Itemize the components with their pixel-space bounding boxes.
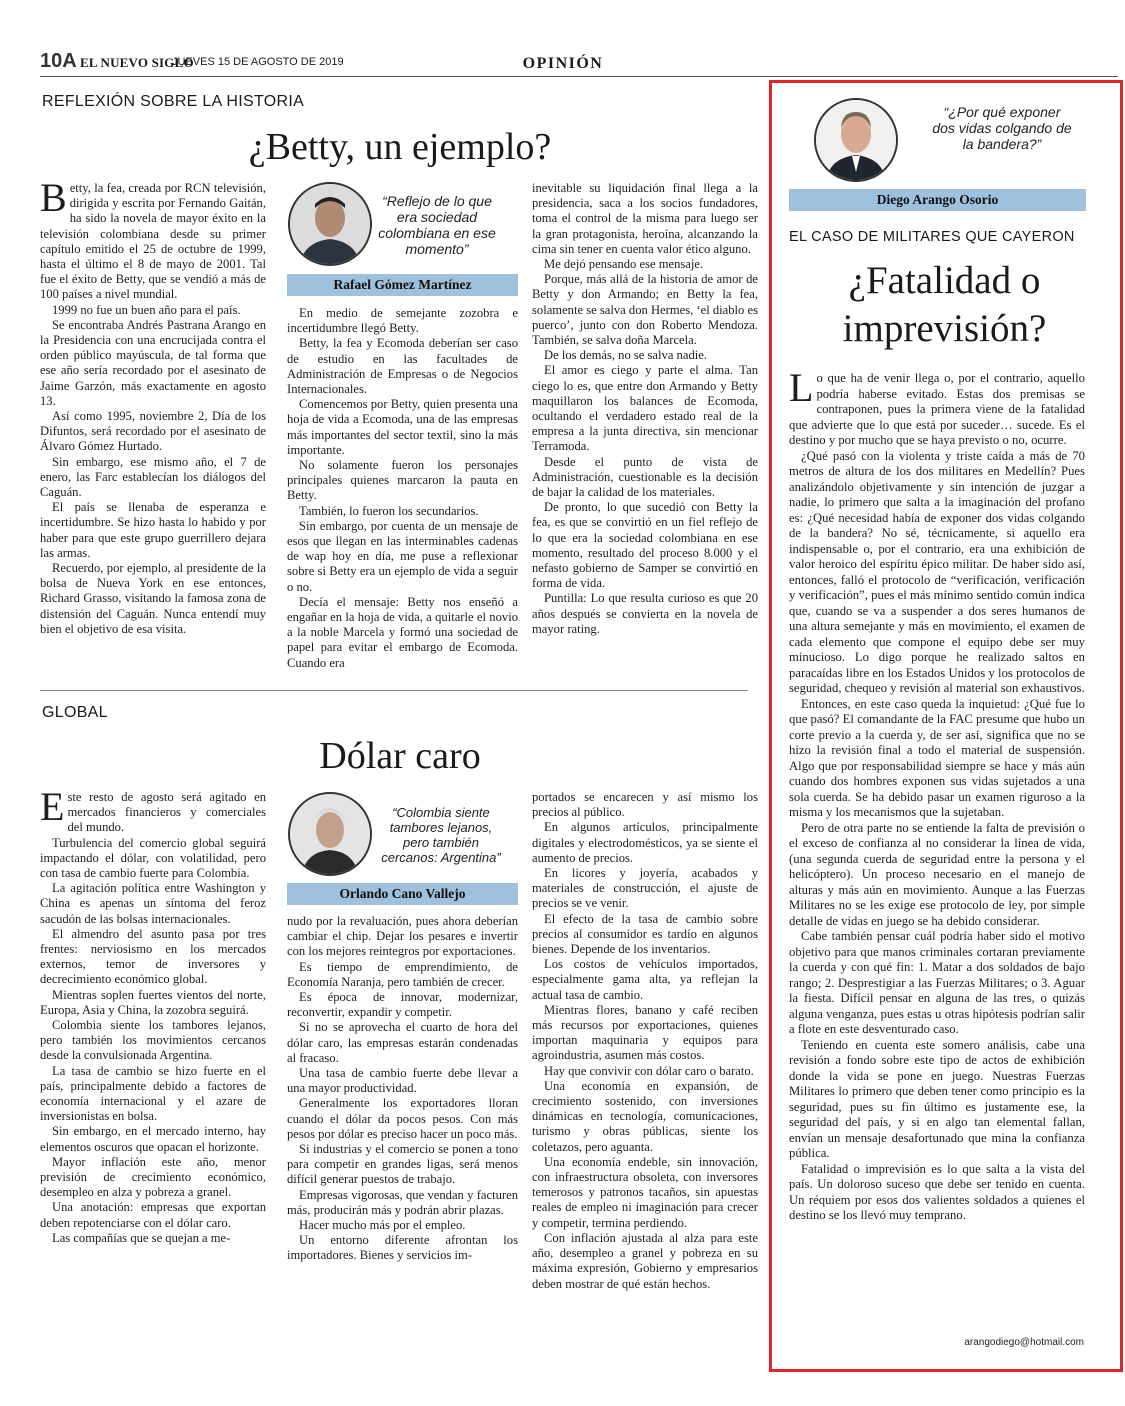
header-rule — [40, 76, 1118, 77]
paragraph: Colombia siente los tambores lejanos, pero también los movimientos cercanos desde la convulsionada Argentina. — [40, 1018, 266, 1063]
drop-cap: E — [40, 790, 65, 829]
paragraph: Betty, la fea y Ecomoda deberían ser caso de estudio en las facultades de Administración de Empresas o de Negocios Internacionales. — [287, 336, 518, 397]
paragraph: Con inflación ajustada al alza para este año, desempleo a granel y pobreza en su máxima expresión, Gobierno y empresarios deben mostrar de qué están hechos. — [532, 1230, 758, 1291]
kicker: REFLEXIÓN SOBRE LA HISTORIA — [42, 93, 305, 110]
paragraph: ste resto de agosto será agitado en mercados financieros y comerciales del mundo. — [67, 790, 266, 835]
paragraph: Hacer mucho más por el empleo. — [299, 1218, 466, 1233]
paragraph: o que ha de venir llega o, por el contrario, aquello podría haberse evitado. Estas dos premisas se contraponen, pues la primera viene de la fatalidad que advierte que lo que está por suceder… sucede. Es el destino y por mucho que se haya previsto o no, ocurre. — [789, 371, 1085, 447]
paragraph: Una economía en expansión, de crecimiento sostenido, con inversiones dinámicas en tecnología, comunicaciones, turismo y obras públicas, siente los coletazos, pero aguanta. — [532, 1078, 758, 1154]
paragraph: Es época de innovar, modernizar, reconvertir, expandir y competir. — [287, 990, 518, 1020]
paragraph: Puntilla: Lo que resulta curioso es que 20 años después se convierta en la novela de mayor rating. — [532, 591, 758, 636]
paragraph: Se encontraba Andrés Pastrana Arango en la Presidencia con una encrucijada contra el orden público mayúscula, de tal forma que ese año sería recordado por el asesinato de Jaime Garzón, más exactamente en agosto 13. — [40, 317, 266, 408]
paragraph: En algunos artículos, principalmente digitales y electrodomésticos, ya se siente el aumento de precios. — [532, 820, 758, 865]
paragraph: ¿Qué pasó con la violenta y triste caída a más de 70 metros de altura de los dos militares en Medellín? Pues analizándolo objetivamente y sin intención de juzgar a nadie, lo primero que salta a la imaginación del profano es: ¿Qué necesidad había de exponer dos vidas colgando de la bandera? No sé, técnicamente, si aquello era indispensable o, por el contrario, era una exhibición de valor heroico del espíritu épico militar. De haber sido así, entonces, falló el protocolo de “verificación, verificación y verificación”, pues el más mínimo sentido común indica que, cuando se va a suspender a dos seres humanos de una altura semejante y más en movimiento, el examen de cada elemento que compone el equipo debe ser muy minucioso. Lo digo porque he realizado saltos en paracaídas libre en los Estados Unidos y los protocolos de seguridad, chequeo y revisión al material son exhaustivos. — [789, 448, 1085, 695]
article-column — [40, 181, 266, 681]
author-name: Diego Arango Osorio — [789, 189, 1086, 211]
paragraph: Si no se aprovecha el cuarto de hora del dólar caro, las empresas estarán condenadas al fracaso. — [287, 1020, 518, 1065]
kicker: GLOBAL — [42, 704, 108, 721]
paragraph: La tasa de cambio se hizo fuerte en el país, principalmente debido a factores de economía internacional y el azare de inversionistas en bolsa. — [40, 1063, 266, 1124]
headline: Dólar caro — [319, 735, 481, 777]
paragraph: De los demás, no se salva nadie. — [544, 348, 707, 363]
article-column — [287, 306, 518, 682]
paragraph: Empresas vigorosas, que vendan y facturen más, producirán más y podrán abrir plazas. — [287, 1187, 518, 1217]
paragraph: Una anotación: empresas que exportan deben repotenciarse con el dólar caro. — [40, 1200, 266, 1230]
drop-cap: B — [40, 181, 67, 220]
paragraph: La agitación política entre Washington y China es apenas un síntoma del feroz sacudón de las bolsas internacionales. — [40, 881, 266, 926]
paragraph: También, lo fueron los secundarios. — [299, 503, 479, 518]
paragraph: Los costos de vehículos importados, especialmente gama alta, ya reflejan la actual tasa de cambio. — [532, 957, 758, 1002]
paragraph: portados se encarecen y así mismo los precios al público. — [532, 790, 758, 820]
paragraph: Sin embargo, por cuenta de un mensaje de esos que llegan en las interminables cadenas de wap hoy en día, me puse a reflexionar sobre si Betty era un ejemplo de vida a seguir o no. — [287, 518, 518, 594]
section-name: OPINIÓN — [522, 55, 604, 72]
author-name: Rafael Gómez Martínez — [287, 274, 518, 296]
newspaper-name: EL NUEVO SIGLO — [80, 55, 194, 70]
author-photo — [288, 182, 372, 266]
paragraph: El almendro del asunto pasa por tres frentes: nerviosismo en los mercados externos, temor de inversores y decrecimiento económico global. — [40, 926, 266, 987]
paragraph: Es tiempo de emprendimiento, de Economía Naranja, pero también de crecer. — [287, 959, 518, 989]
paragraph: Recuerdo, por ejemplo, al presidente de la bolsa de Nueva York en ese entonces, Richard Grasso, visitando la famosa zona de distensión del Caguán. Nunca entendí muy bien el objetivo de esa visita. — [40, 561, 266, 636]
author-name: Orlando Cano Vallejo — [287, 883, 518, 905]
article-column — [532, 790, 758, 1352]
paragraph: Una economía endeble, sin innovación, con infraestructura obsoleta, con inversores temerosos y patronos tacaños, sin apuestas reales de empleo ni imaginación para crecer y competir, termina perdiendo. — [532, 1154, 758, 1230]
paragraph: De pronto, lo que sucedió con Betty la fea, es que se convirtió en un fiel reflejo de lo que era la sociedad colombiana en ese momento, resultado del proceso 8.000 y el nefasto gobierno de Samper se convirtió en forma de vida. — [532, 500, 758, 591]
paragraph: Mientras soplen fuertes vientos del norte, Europa, Asia y China, la zozobra seguirá. — [40, 987, 266, 1017]
article-column — [532, 181, 758, 681]
paragraph: Pero de otra parte no se entiende la falta de previsión o el exceso de confianza al no considerar la línea de vida, (una segunda cuerda de seguridad entre la persona y el helicóptero). Un proceso necesario en el manejo de alturas y más aún en movimiento. Aunque a las Fuerzas Militares no se les exige ese protocolo de ley, por simple detalle de vidas en juego se ha debido considerar. — [789, 820, 1085, 928]
paragraph: Desde el punto de vista de Administración, cuestionable es la decisión de bajar la calidad de los materiales. — [532, 454, 758, 500]
paragraph: Fatalidad o imprevisión es lo que salta a la vista del país. Un doloroso suceso que debe ser tenido en cuenta. Un réquiem por esos dos valientes soldados a quienes el destino se los llevó muy temprano. — [789, 1161, 1085, 1222]
paragraph: Generalmente los exportadores lloran cuando el dólar da pocos pesos. Con más pesos por dólar es preciso hacer un poco más. — [287, 1096, 518, 1141]
section-divider — [40, 690, 748, 691]
paragraph: Una tasa de cambio fuerte debe llevar a una mayor productividad. — [287, 1066, 518, 1096]
paragraph: En licores y joyería, acabados y materiales de construcción, el ajuste de precios se ve venir. — [532, 866, 758, 911]
paragraph: Turbulencia del comercio global seguirá impactando el dólar, con volatilidad, pero con tasa de cambio fuerte para Colombia. — [40, 835, 266, 881]
author-photo — [814, 98, 898, 182]
paragraph: Porque, más allá de la historia de amor de Betty y don Armando; en Betty la fea, solamente se salva don Hermes, ‘el diablo es puerco’, junto con don Roberto Mendoza. También, se salva doña Marcela. — [532, 272, 758, 348]
paragraph: nudo por la revaluación, pues ahora deberían cambiar el chip. Dejar los pesares e invertir con los mejores reintegros por exportaciones. — [287, 914, 518, 959]
headline-line-2: imprevisión? — [842, 307, 1047, 350]
paragraph: Las compañías que se quejan a me- — [52, 1230, 231, 1245]
paragraph: El efecto de la tasa de cambio sobre precios al consumidor es tardío en algunos bienes. Depende de los inventarios. — [532, 911, 758, 957]
headline: ¿Betty, un ejemplo? — [248, 126, 552, 168]
article-column — [40, 790, 266, 1352]
header-date: JUEVES 15 DE AGOSTO DE 2019 — [172, 56, 344, 68]
paragraph: Teniendo en cuenta este somero análisis, cabe una revisión a fondo sobre este tipo de actos de exhibición donde la vida se pone en juego. Nuestras Fuerzas Militares lo primero que deben tener como principio es la seguridad, pues su fin último es justamente ese, la seguridad del país, y si en algo tan elemental fallan, envían un mensaje desafortunado que mina la confianza pública. — [789, 1037, 1085, 1160]
author-photo — [288, 792, 372, 876]
pull-quote: “Colombia siente tambores lejanos, pero también cercanos: Argentina” — [381, 805, 501, 865]
paragraph: Me dejó pensando ese mensaje. — [544, 257, 704, 272]
paragraph: etty, la fea, creada por RCN televisión, dirigida y escrita por Fernando Gaitán, ha sido la novela de mayor éxito en la televisión colombiana desde su primer capítulo emitido el 25 de octubre de 1999, hasta el último el 8 de mayo de 2001. Tal fue el éxito de Betty, que se vendió a más de 100 países a nivel mundial. — [40, 181, 266, 302]
person-icon — [816, 100, 896, 180]
person-icon — [290, 184, 370, 264]
pull-quote: “¿Por qué exponer dos vidas colgando de la bandera?” — [932, 104, 1072, 152]
paragraph: El país se llenaba de esperanza e incertidumbre. Se hizo hasta lo habido y por haber para que este grupo guerrillero dejara las armas. — [40, 500, 266, 560]
paragraph: No solamente fueron los personajes principales quienes marcaron la pauta en Betty. — [287, 458, 518, 503]
kicker: EL CASO DE MILITARES QUE CAYERON — [789, 229, 1075, 245]
paragraph: Sin embargo, ese mismo año, el 7 de enero, las Farc establecían los diálogos del Caguán. — [40, 454, 266, 500]
paragraph: Cabe también pensar cuál podría haber sido el motivo objetivo para que manos criminales cortaran previamente la cuerda y con qué fin: 1. Matar a dos soldados de bajo rango; 2. Desprestigiar a las Fuerzas Militares; o 3. Aguar la fiesta. Difícil pensar en alguna de las tres, o quizás alguna venganza, pues estas u otras hipótesis podrían salir a flote en este desventurado caso. — [789, 929, 1085, 1036]
paragraph: Entonces, en este caso queda la inquietud: ¿Qué fue lo que pasó? El comandante de la FAC presume que hubo un corte previo a la cuerda y, de ser así, significa que no se hizo la revisión final a todo el material de suspensión. Algo que por responsabilidad siempre se hace y más aún cuando dos hombres exponen sus vidas sujetados a una sola cuerda. Se ha debido pasar un examen riguroso a la misma y los mecanismos que la sujetaban. — [789, 696, 1085, 819]
paragraph: Mientras flores, banano y café reciben más recursos por exportaciones, quienes importan maquinaria y equipos para agroindustria, asumen más costos. — [532, 1002, 758, 1063]
paragraph: Si industrias y el comercio se ponen a tono para competir en grandes ligas, será menos difícil generar puestos de trabajo. — [287, 1142, 518, 1187]
paragraph: En medio de semejante zozobra e incertidumbre llegó Betty. — [287, 306, 518, 336]
paragraph: Hay que convivir con dólar caro o barato. — [544, 1063, 754, 1078]
paragraph: Mayor inflación este año, menor previsión de crecimiento económico, desempleo en alza y pobreza a granel. — [40, 1154, 266, 1200]
headline-line-1: ¿Fatalidad o — [848, 259, 1041, 302]
paragraph: El amor es ciego y parte el alma. Tan ciego lo es, que entre don Armando y Betty maquillaron los balances de Ecomoda, ocultando el verdadero estado real de la empresa a la junta directiva, sin mencionar Terramoda. — [532, 363, 758, 454]
person-icon — [290, 794, 370, 874]
article-column — [789, 371, 1085, 1335]
paragraph: 1999 no fue un buen año para el país. — [52, 302, 241, 317]
paragraph: Sin embargo, en el mercado interno, hay elementos oscuros que opacan el horizonte. — [40, 1124, 266, 1154]
paragraph: Un entorno diferente afrontan los importadores. Bienes y servicios im- — [287, 1233, 518, 1263]
page-number: 10A — [40, 50, 77, 72]
paragraph: Comencemos por Betty, quien presenta una hoja de vida a Ecomoda, una de las empresas más importantes del sector textil, sino la más importante. — [287, 397, 518, 457]
pull-quote: “Reflejo de lo que era sociedad colombiana en ese momento” — [378, 193, 496, 257]
author-email[interactable]: arangodiego@hotmail.com — [964, 1337, 1084, 1348]
article-column — [287, 914, 518, 1352]
paragraph: Así como 1995, noviembre 2, Día de los Difuntos, será recordado por el asesinato de Álvaro Gómez Hurtado. — [40, 409, 266, 454]
drop-cap: L — [789, 371, 814, 410]
paragraph: inevitable su liquidación final llega a la presidencia, saca a los socios fundadores, toma el control de la misma para luego ser la gran protagonista, heroína, alcanzando la cima sin tener en cuenta valor ético alguno. — [532, 181, 758, 256]
paragraph: Decía el mensaje: Betty nos enseñó a engañar en la hoja de vida, a quitarle el novio a la noble Marcela y formó una sociedad de papel para evitar el embargo de Ecomoda. Cuando era — [287, 594, 518, 670]
